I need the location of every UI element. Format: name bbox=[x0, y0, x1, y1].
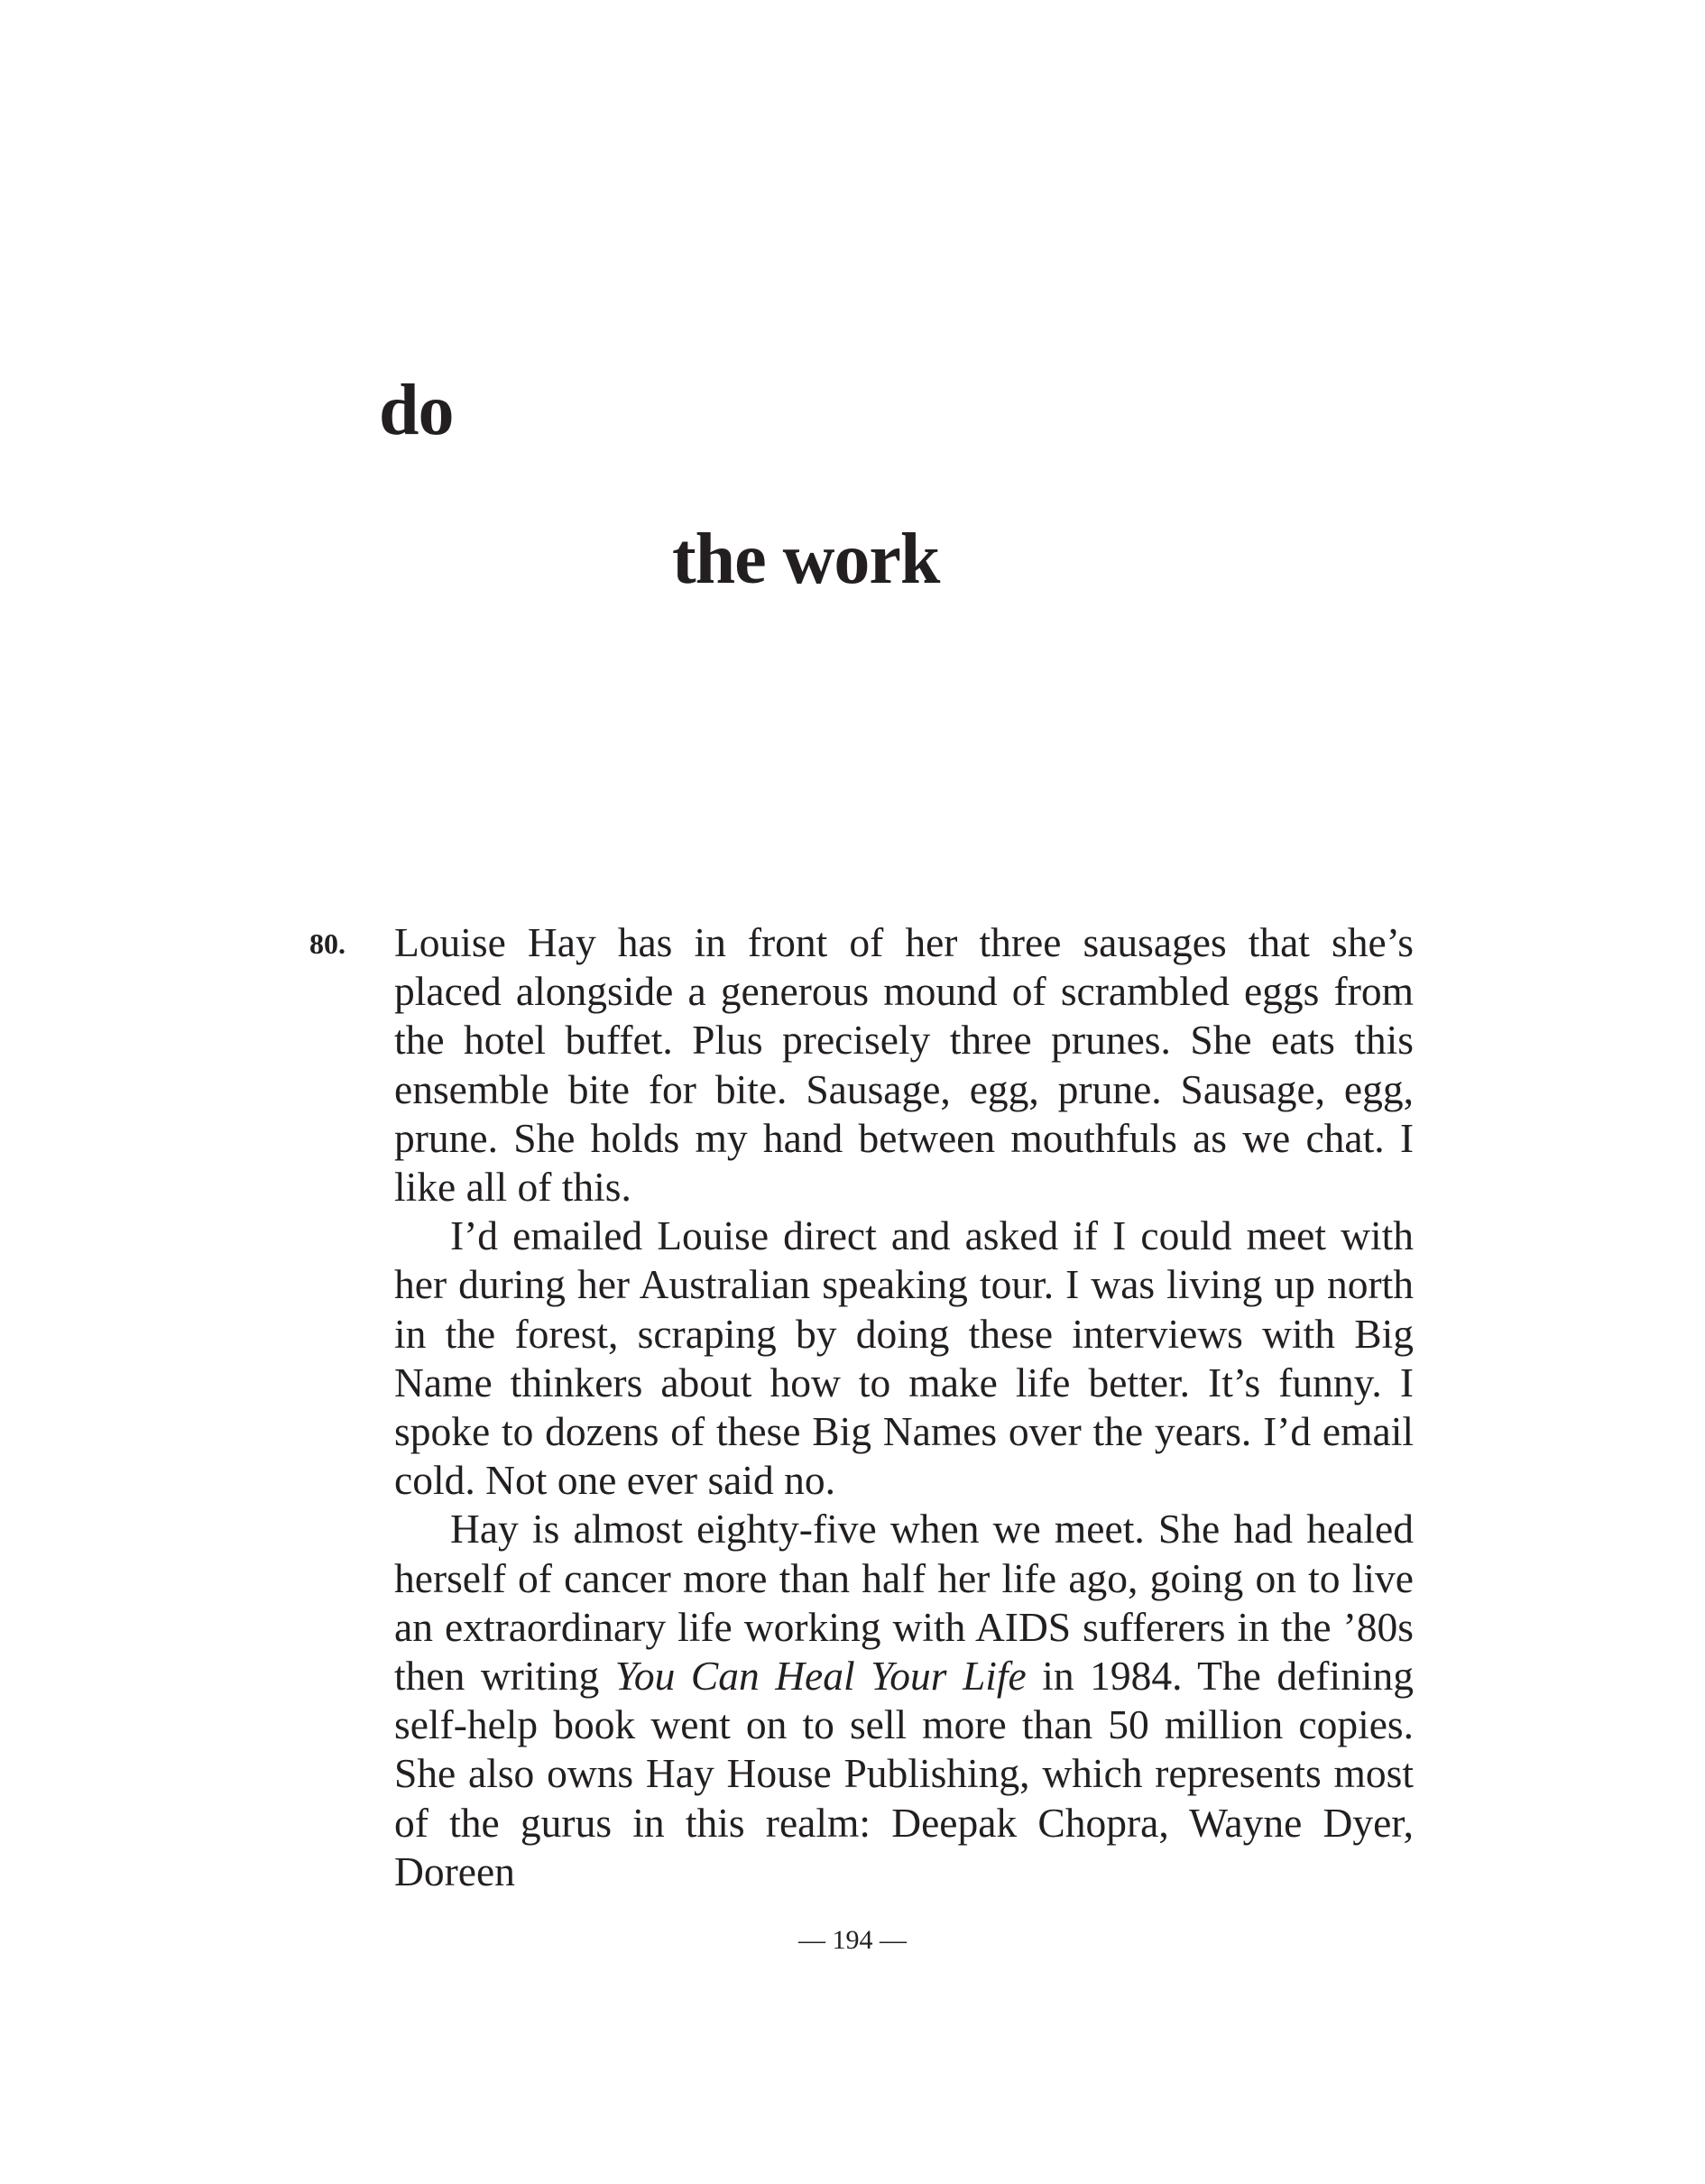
page-number: — 194 — bbox=[798, 1925, 907, 1955]
book-title: You Can Heal Your Life bbox=[614, 1653, 1027, 1700]
chapter-title-do: do bbox=[379, 371, 454, 450]
paragraph-1: Louise Hay has in front of her three sausages that she’s placed alongside a generous mound of scrambled eggs from the hotel buffet. Plus precisely three prunes. She eats this ensemble bite for bite. Sausage, egg, prune. Sausage, egg, prune. She holds my hand between mouthfuls as we chat. I like all of this. bbox=[394, 919, 1414, 1211]
paragraph-3-text-start: Hay is almost eighty-five when we meet. She had healed herself of cancer more than half her life ago, going on to live an extraordinary life working with AIDS sufferers in the ’80s then writing bbox=[394, 1506, 1414, 1700]
paragraph-2: I’d emailed Louise direct and asked if I could meet with her during her Australian speaking tour. I was living up north in the forest, scraping by doing these interviews with Big Name thinkers about how to make life better. It’s funny. I spoke to dozens of these Big Names over the years. I’d email cold. Not one ever said no. bbox=[394, 1212, 1414, 1504]
paragraph-3-text-end: in 1984. The defining self-help book went on to sell more than 50 million copies. She also owns Hay House Publishing, which represents most of the gurus in this realm: Deepak Chopra, Wayne Dyer, Doreen bbox=[394, 1653, 1414, 1894]
paragraph-3 bbox=[394, 1505, 1414, 1896]
entry-number: 80. bbox=[309, 927, 346, 960]
entry-body bbox=[394, 918, 1414, 1896]
chapter-title-the-work: the work bbox=[672, 520, 940, 599]
